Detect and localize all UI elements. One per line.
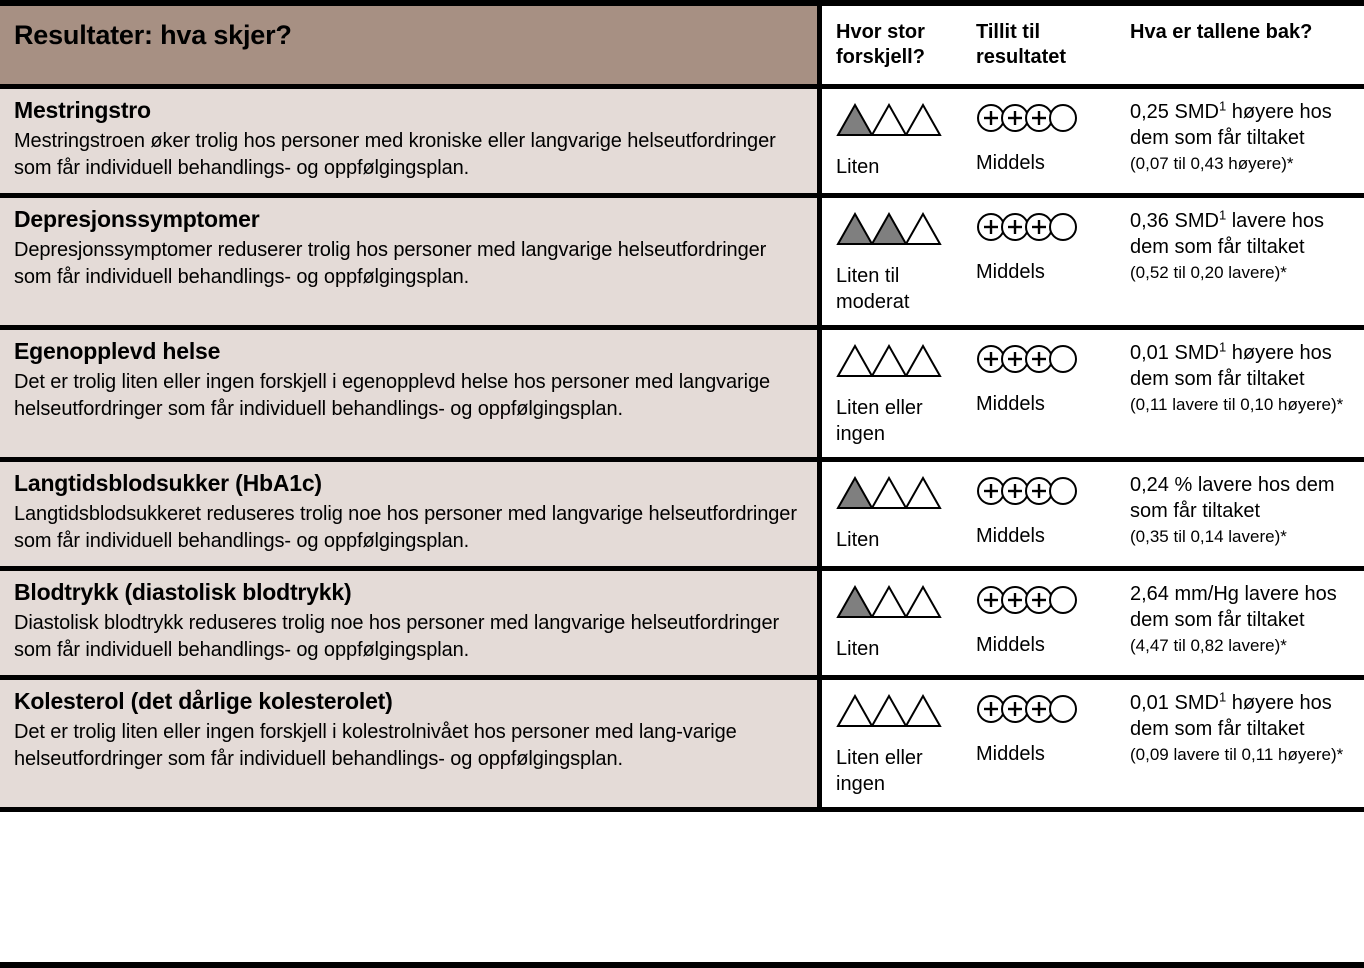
effect-size-label: Liten (836, 156, 880, 178)
effect-estimate: 0,01 SMD$^1$ høyere hos dem som får tiltaket (1130, 689, 1332, 741)
outcome-description: Mestringstroen øker trolig hos personer med kroniske eller langvarige helseutfordringer som får individuell behandlings- og oppfølgingsplan. (14, 129, 776, 180)
effect-estimate: 0,24 % lavere hos dem som får tiltaket (1130, 473, 1335, 523)
outcome-title: Mestringstro (14, 97, 151, 123)
table-footnote (0, 812, 1364, 962)
table-row (0, 571, 1364, 680)
triangle-icon (836, 585, 964, 626)
outcome-cell (0, 462, 822, 566)
outcome-title: Blodtrykk (diastolisk blodtrykk) (14, 578, 352, 605)
effect-size-cell (822, 462, 970, 566)
effect-size-label: Liten eller ingen (836, 746, 923, 795)
effect-size-cell (822, 89, 970, 193)
confidence-interval: (0,09 lavere til 0,11 høyere)* (1130, 744, 1344, 764)
certainty-cell (970, 680, 1120, 807)
numbers-cell (1120, 198, 1364, 325)
numbers-cell (1120, 462, 1364, 566)
effect-estimate: 2,64 mm/Hg lavere hos dem som får tiltaket (1130, 582, 1337, 632)
certainty-cell (970, 198, 1120, 325)
outcome-cell (0, 330, 822, 457)
plus-circle-icon (976, 212, 1114, 247)
numbers-cell (1120, 89, 1364, 193)
triangle-icon (836, 344, 964, 385)
certainty-label: Middels (976, 392, 1045, 415)
effect-size-label: Liten eller ingen (836, 396, 923, 445)
confidence-interval: (0,07 til 0,43 høyere)* (1130, 153, 1294, 173)
outcome-title: Kolesterol (det dårlige kolesterolet) (14, 687, 393, 714)
table-row (0, 680, 1364, 812)
table-header-row (0, 6, 1364, 89)
effect-size-cell (822, 571, 970, 675)
outcome-description: Diastolisk blodtrykk reduseres trolig noe hos personer med langvarige helseutfordringer som får individuell behandlings- og oppfølgingsplan. (14, 611, 780, 662)
effect-size-label: Liten (836, 637, 880, 660)
outcome-cell (0, 198, 822, 325)
numbers-cell (1120, 330, 1364, 457)
header-cell-effect-size (822, 6, 970, 84)
certainty-cell (970, 571, 1120, 675)
plus-circle-icon (976, 344, 1114, 379)
certainty-label: Middels (976, 152, 1045, 174)
plus-circle-icon (976, 103, 1114, 138)
header-cell-certainty (970, 6, 1120, 84)
confidence-interval: (0,11 lavere til 0,10 høyere)* (1130, 394, 1344, 414)
plus-circle-icon (976, 694, 1114, 729)
certainty-label: Middels (976, 633, 1045, 656)
confidence-interval: (0,52 til 0,20 lavere)* (1130, 262, 1287, 282)
header-cell-numbers (1120, 6, 1364, 84)
effect-estimate: 0,01 SMD$^1$ høyere hos dem som får tiltaket (1130, 339, 1332, 391)
outcome-description: Det er trolig liten eller ingen forskjell i egenopplevd helse hos personer med langvarige helseutfordringer som får individuell behandlings- og oppfølgingsplan. (14, 370, 770, 421)
plus-circle-icon (976, 476, 1114, 511)
effect-size-cell (822, 680, 970, 807)
numbers-cell (1120, 571, 1364, 675)
plus-circle-icon (976, 585, 1114, 620)
triangle-icon (836, 694, 964, 735)
outcome-title: Langtidsblodsukker (HbA1c) (14, 469, 322, 496)
outcome-cell (0, 680, 822, 807)
effect-size-label: Liten til moderat (836, 264, 910, 313)
page-title: Resultater: hva skjer? (14, 20, 292, 50)
triangle-icon (836, 212, 964, 253)
table-row (0, 330, 1364, 462)
effect-estimate: 0,36 SMD$^1$ lavere hos dem som får tiltaket (1130, 207, 1325, 259)
outcome-description: Langtidsblodsukkeret reduseres trolig noe hos personer med langvarige helseutfordringer som får individuell behandlings- og oppfølgingsplan. (14, 502, 797, 553)
effect-size-cell (822, 198, 970, 325)
table-row (0, 462, 1364, 571)
certainty-label: Middels (976, 524, 1045, 547)
outcome-title: Depresjonssymptomer (14, 205, 260, 232)
outcome-cell (0, 571, 822, 675)
triangle-icon (836, 103, 964, 144)
header-label-numbers: Hva er tallene bak? (1130, 21, 1313, 43)
numbers-cell (1120, 680, 1364, 807)
confidence-interval: (4,47 til 0,82 lavere)* (1130, 635, 1287, 655)
confidence-interval: (0,35 til 0,14 lavere)* (1130, 526, 1287, 546)
certainty-label: Middels (976, 260, 1045, 283)
header-cell-outcome (0, 6, 822, 84)
outcome-description: Det er trolig liten eller ingen forskjell i kolestrolnivået hos personer med lang-varige helseutfordringer som får individuell behandlings- og oppfølgingsplan. (14, 720, 737, 771)
header-label-effect-size: Hvor stor forskjell? (836, 21, 925, 68)
effect-size-cell (822, 330, 970, 457)
header-label-certainty: Tillit til resultatet (976, 21, 1067, 68)
triangle-icon (836, 476, 964, 517)
effect-estimate: 0,25 SMD$^1$ høyere hos dem som får tiltaket (1130, 98, 1332, 150)
outcome-cell (0, 89, 822, 193)
certainty-cell (970, 330, 1120, 457)
effect-size-label: Liten (836, 528, 880, 551)
certainty-cell (970, 462, 1120, 566)
outcome-description: Depresjonssymptomer reduserer trolig hos personer med langvarige helseutfordringer som får individuell behandlings- og oppfølgingsplan. (14, 238, 767, 289)
certainty-cell (970, 89, 1120, 193)
outcome-title: Egenopplevd helse (14, 337, 221, 364)
certainty-label: Middels (976, 742, 1045, 765)
table-row (0, 89, 1364, 198)
table-row (0, 198, 1364, 330)
